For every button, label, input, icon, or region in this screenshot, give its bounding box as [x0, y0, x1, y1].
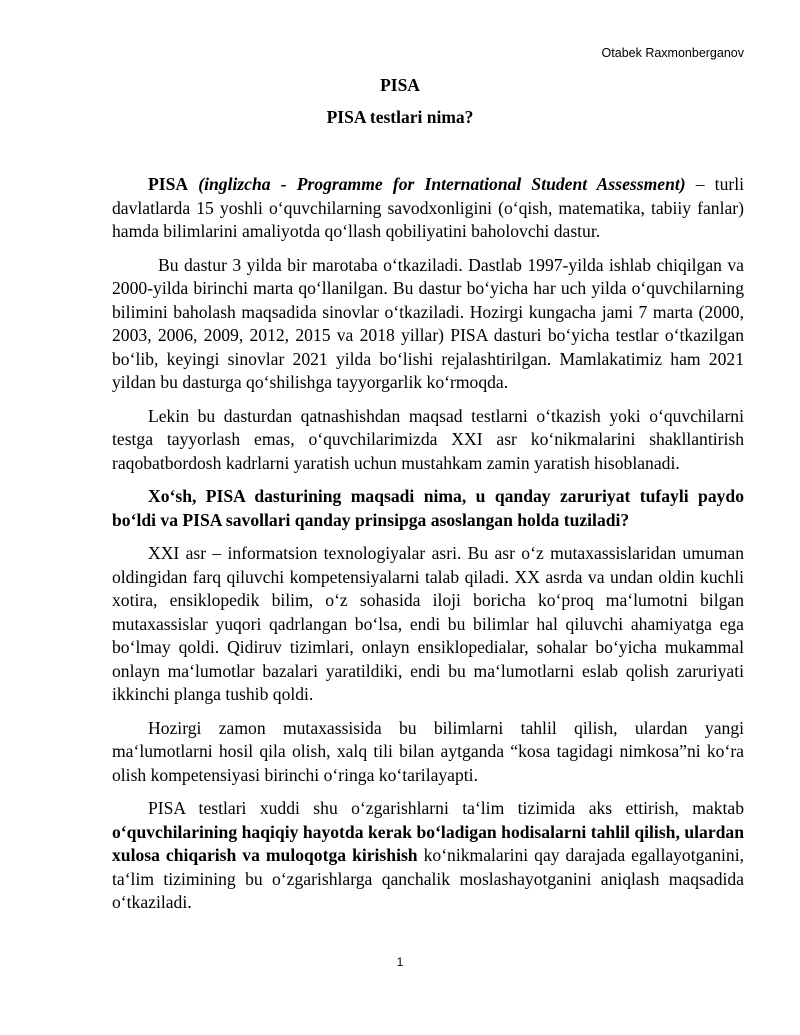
paragraph-xxi-century: XXI asr – informatsion texnologiyalar asri. Bu asr o‘z mutaxassislaridan umuman oldingidan farq qiluvchi kompetensiyalarni talab qiladi. XX asrda va undan oldin kuchli xotira, ensiklopedik bilim, o‘z sohasida iloji boricha ko‘proq ma‘lumotni bilgan mutaxassislar yuqori qadrlangan bo‘lsa, endi bu bilimlar hal qiluvchi ahamiyatga ega bo‘lmay qoldi. Qidiruv tizimlari, onlayn ensiklopedialar, sohalar bo‘yicha mukammal onlayn ma‘lumotlar bazalari yaratildiki, endi bu ma‘lumotlarni eslab qolish zaruriyati ikkinchi planga tushib qoldi. — [112, 543, 744, 704]
paragraph-pisa-tests — [112, 797, 744, 915]
paragraph-intro — [112, 173, 744, 244]
header-author: Otabek Raxmonberganov — [601, 46, 744, 60]
paragraph-pisa-tests-bold: o‘quvchilarining haqiqiy hayotda kerak bo‘ladigan hodisalarni tahlil qilish, ulardan xulosa chiqarish va muloqotga kirishish — [112, 821, 744, 865]
paragraph-pisa-tests-start: PISA testlari xuddi shu o‘zgarishlarni ta‘lim tizimida aks ettirish, maktab — [148, 798, 744, 818]
term-expansion: (inglizcha - Programme for International Student Assessment) — [198, 174, 686, 194]
paragraph-modern-specialist: Hozirgi zamon mutaxassisida bu bilimlarni tahlil qilish, ulardan yangi ma‘lumotlarni hosil qila olish, xalq tili bilan aytganda “kosa tagidagi nimkosa”ni ko‘ra olish kompetensiyasi birinchi o‘ringa ko‘tarilayapti. — [112, 717, 744, 785]
paragraph-history: Bu dastur 3 yilda bir marotaba o‘tkaziladi. Dastlab 1997-yilda ishlab chiqilgan va 2000-yilda birinchi marta qo‘llanilgan. Bu dastur bo‘yicha har uch yilda o‘quvchilarning bilimini baholash maqsadida sinovlar o‘tkaziladi. Hozirgi kungacha jami 7 marta (2000, 2003, 2006, 2009, 2012, 2015 va 2018 yillar) PISA dasturi bo‘yicha testlar o‘tkazilgan bo‘lib, keyingi sinovlar 2021 yilda bo‘lishi rejalashtirilgan. Mamlakatimiz ham 2021 yildan bu dasturga qo‘shilishga tayyorgarlik ko‘rmoqda. — [112, 254, 744, 392]
page-number: 1 — [396, 955, 404, 969]
question-heading: Xo‘sh, PISA dasturining maqsadi nima, u qanday zaruriyat tufayli paydo bo‘ldi va PISA savollari qanday prinsipga asoslangan holda tuziladi? — [112, 486, 744, 530]
document-body — [112, 173, 744, 925]
paragraph-pisa-tests-end: ko‘nikmalarini qay darajada egallayotganini, ta‘lim tizimining bu o‘zgarishlarga qanchalik moslashayotganini aniqlash maqsadida o‘tkaziladi. — [112, 845, 744, 912]
paragraph-intro-text: – turli davlatlarda 15 yoshli o‘quvchilarning savodxonligini (o‘qish, matematika, tabiiy fanlar) hamda bilimlarini amaliyotda qo‘llash qobiliyatini baholovchi dastur. — [112, 174, 744, 241]
document-subtitle: PISA testlari nima? — [326, 107, 474, 127]
paragraph-purpose: Lekin bu dasturdan qatnashishdan maqsad testlarni o‘tkazish yoki o‘quvchilarni testga tayyorlash emas, o‘quvchilarimizda XXI asr ko‘nikmalarini shakllantirish raqobatbordosh kadrlarni yaratish uchun mustahkam zamin yaratish hisoblanadi. — [112, 405, 744, 473]
document-title: PISA — [380, 75, 420, 95]
term-pisa: PISA — [148, 174, 189, 194]
